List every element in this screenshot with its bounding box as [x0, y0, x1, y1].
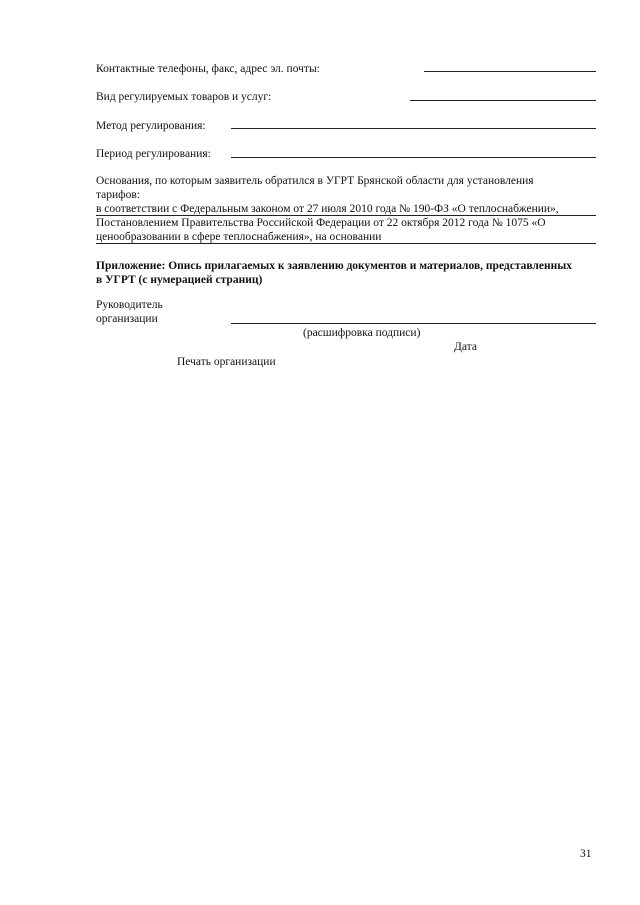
attachment-line1: Приложение: Опись прилагаемых к заявлению документов и материалов, представленных: [96, 260, 572, 272]
method-label: Метод регулирования:: [96, 120, 206, 132]
basis-underline-2: [96, 243, 596, 244]
signature-fill-line: [231, 323, 596, 324]
basis-label-line2: тарифов:: [96, 189, 141, 201]
method-fill-line: [231, 128, 596, 129]
date-label: Дата: [454, 341, 477, 353]
goods-fill-line: [410, 100, 596, 101]
stamp-label: Печать организации: [177, 356, 276, 368]
basis-label-line1: Основания, по которым заявитель обратился в УГРТ Брянской области для установления: [96, 175, 534, 187]
basis-value-line2: Постановлением Правительства Российской Федерации от 22 октября 2012 года № 1075 «О: [96, 217, 546, 229]
attachment-line2: в УГРТ (с нумерацией страниц): [96, 274, 263, 286]
basis-value-line3: ценообразовании в сфере теплоснабжения», на основании: [96, 231, 382, 243]
decode-caption: (расшифровка подписи): [303, 327, 421, 339]
period-label: Период регулирования:: [96, 148, 211, 160]
contacts-fill-line: [424, 71, 596, 72]
head-label-line2: организации: [96, 313, 158, 325]
page-number: 31: [580, 848, 592, 860]
basis-value-line1: в соответствии с Федеральным законом от 27 июля 2010 года № 190-ФЗ «О теплоснабжении»,: [96, 203, 559, 215]
goods-label: Вид регулируемых товаров и услуг:: [96, 91, 272, 103]
period-fill-line: [231, 157, 596, 158]
contacts-label: Контактные телефоны, факс, адрес эл. почты:: [96, 63, 320, 75]
head-label-line1: Руководитель: [96, 299, 163, 311]
